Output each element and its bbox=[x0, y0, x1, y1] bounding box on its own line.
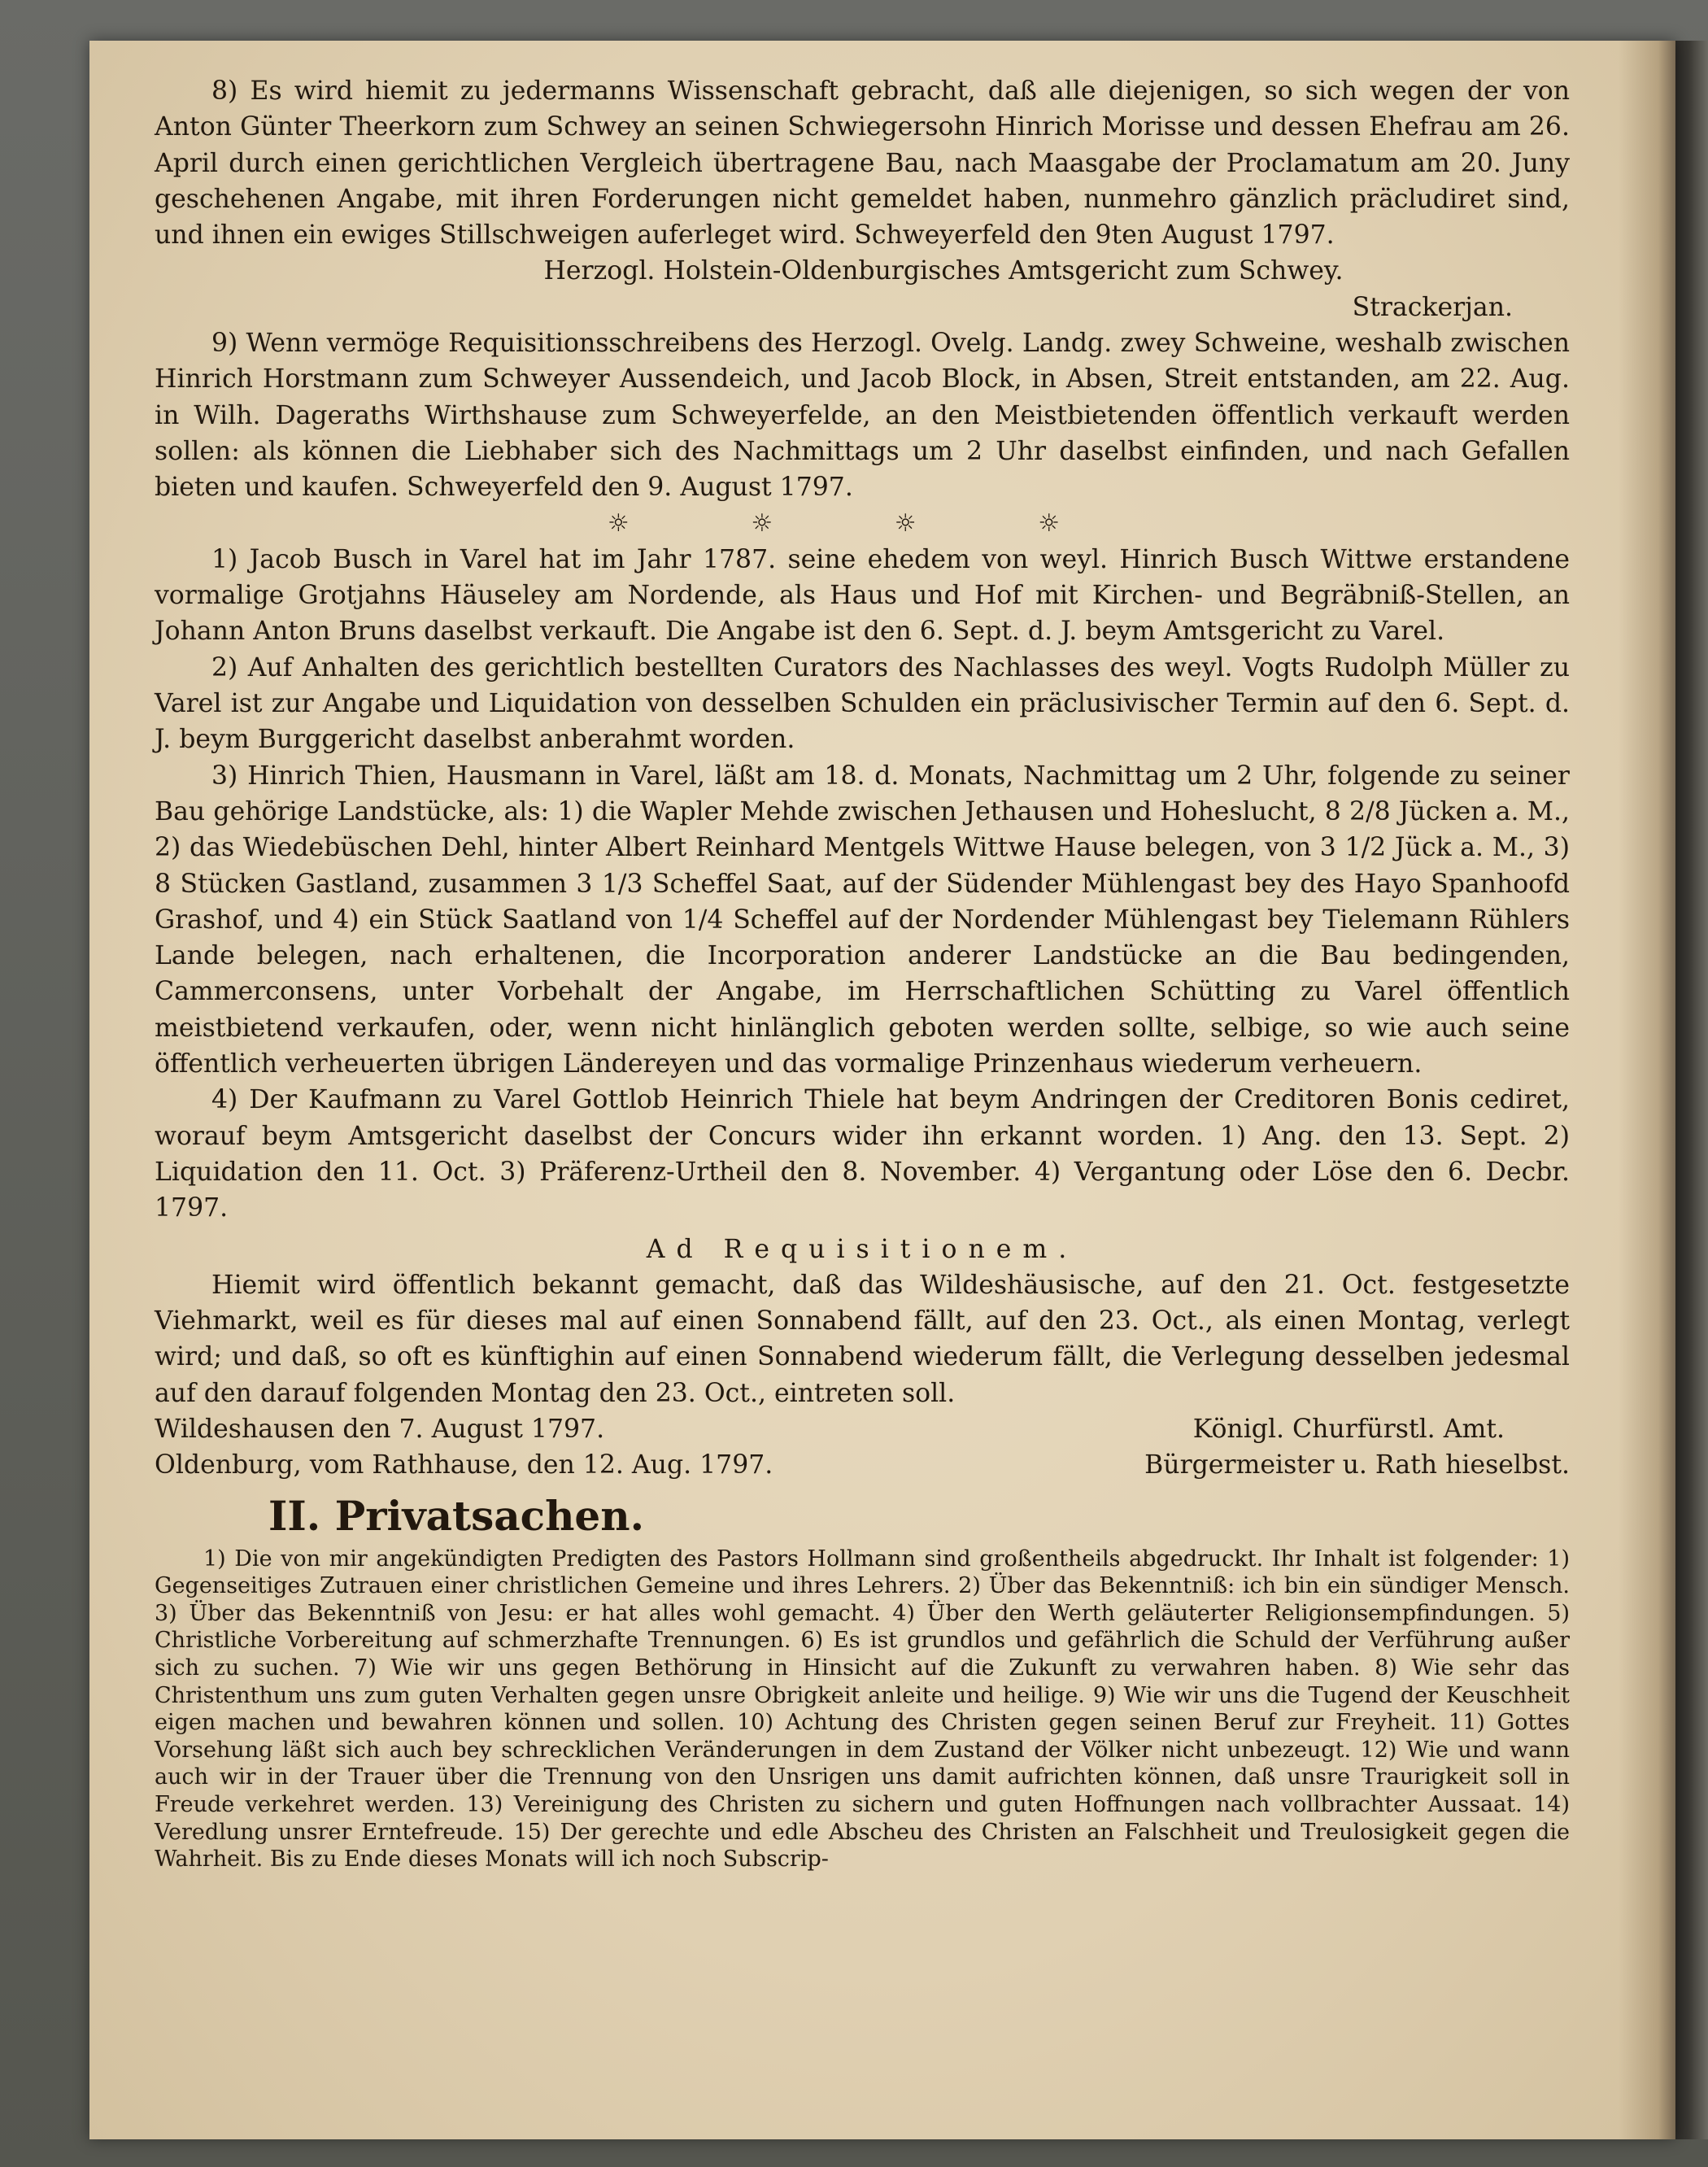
notice-8-signature: Strackerjan. bbox=[1352, 292, 1513, 322]
notice-9: 9) Wenn vermöge Requisitionsschreibens des Herzogl. Ovelg. Landg. zwey Schweine, weshalb zwischen Hinrich Horstmann zum Schweyer Aussendeich, und Jacob Block, in Absen, Streit entstanden, am 22. Aug. in Wilh. Dageraths Wirthshause zum Schweyerfelde, an den Meistbietenden öffentlich verkauft werden sollen: als können die Liebhaber sich des Nachmittags um 2 Uhr daselbst einfinden, und nach Gefallen bieten und kaufen. Schweyerfeld den 9. August 1797. bbox=[155, 329, 1570, 503]
requisition-heading: Ad Requisitionem. bbox=[646, 1234, 1078, 1264]
oldenburg-signature-line bbox=[155, 1447, 1570, 1483]
oldenburg-date: Oldenburg, vom Rathhause, den 12. Aug. 1797. bbox=[155, 1450, 773, 1480]
requisition-body: Hiemit wird öffentlich bekannt gemacht, daß das Wildeshäusische, auf den 21. Oct. festgesetzte Viehmarkt, weil es für dieses mal auf einen Sonnabend fällt, auf den 23. Oct., als einen Montag, verlegt wird; und daß, so oft es künftighin auf einen Sonnabend wiederum fällt, die Verlegung desselben jedesmal auf den darauf folgenden Montag den 23. Oct., eintreten soll. bbox=[155, 1270, 1570, 1408]
next-page-edge bbox=[1675, 41, 1708, 2139]
oldenburg-signed: Bürgermeister u. Rath hieselbst. bbox=[1144, 1450, 1570, 1480]
private-notice-1: 1) Die von mir angekündigten Predigten des Pastors Hollmann sind großentheils abgedruckt. Ihr Inhalt ist folgender: 1) Gegenseitiges Zutrauen einer christlichen Gemeine und ihres Lehrers. 2) Über das Bekenntniß: ich bin ein sündiger Mensch. 3) Über das Bekenntniß von Jesu: er hat alles wohl gemacht. 4) Über den Werth geläuterter Religionsempfindungen. 5) Christliche Vorbereitung auf schmerzhafte Trennungen. 6) Es ist grundlos und gefährlich die Schuld der Verführung außer sich zu suchen. 7) Wie wir uns gegen Bethörung in Hinsicht auf die Zukunft zu verwahren haben. 8) Wie sehr das Christenthum uns zum guten Verhalten gegen unsre Obrigkeit anleite und heilige. 9) Wie wir uns die Tugend der Keuschheit eigen machen und bewahren können und sollen. 10) Achtung des Christen gegen seinen Beruf zur Freyheit. 11) Gottes Vorsehung läßt sich auch bey schrecklichen Veränderungen in dem Zustand der Völker nicht unbezeugt. 12) Wie und wann auch wir in der Trauer über die Trennung von den Unsrigen uns damit aufrichten können, daß unsre Traurigkeit soll in Freude verkehret werden. 13) Vereinigung des Christen zu sichern und guten Hoffnungen nach vollbrachter Aussaat. 14) Veredlung unsrer Erntefreude. 15) Der gerechte und edle Abscheu des Christen an Falschheit und Treulosigkeit gegen die Wahrheit. Bis zu Ende dieses Monats will ich noch Subscrip- bbox=[155, 1546, 1570, 1873]
requisition-signature-line bbox=[155, 1411, 1570, 1447]
requisition-place-date: Wildeshausen den 7. August 1797. bbox=[155, 1414, 605, 1444]
notice-8-court: Herzogl. Holstein-Oldenburgisches Amtsgericht zum Schwey. bbox=[543, 256, 1344, 286]
requisition-authority: Königl. Churfürstl. Amt. bbox=[1192, 1414, 1505, 1444]
ornament-divider: ☼ ☼ ☼ ☼ bbox=[607, 508, 1118, 538]
varel-notice-1: 1) Jacob Busch in Varel hat im Jahr 1787. seine ehedem von weyl. Hinrich Busch Wittwe erstandene vormalige Grotjahns Häuseley am Nordende, als Haus und Hof mit Kirchen- und Begräbniß-Stellen, an Johann Anton Bruns daselbst verkauft. Die Angabe ist den 6. Sept. d. J. beym Amtsgericht zu Varel. bbox=[155, 544, 1570, 647]
varel-notice-2: 2) Auf Anhalten des gerichtlich bestellten Curators des Nachlasses des weyl. Vogts Rudolph Müller zu Varel ist zur Angabe und Liquidation von desselben Schulden ein präclusivischer Termin auf den 6. Sept. d. J. beym Burggericht daselbst anberahmt worden. bbox=[155, 652, 1570, 755]
section-title-privatsachen: II. Privatsachen. bbox=[268, 1491, 644, 1540]
page-gutter-shadow bbox=[1619, 41, 1675, 2139]
private-notices bbox=[155, 1546, 1570, 1873]
varel-notice-3: 3) Hinrich Thien, Hausmann in Varel, läßt am 18. d. Monats, Nachmittag um 2 Uhr, folgende zu seiner Bau gehörige Landstücke, als: 1) die Wapler Mehde zwischen Jethausen und Hoheslucht, 8 2/8 Jücken a. M., 2) das Wiedebüschen Dehl, hinter Albert Reinhard Mentgels Wittwe Hause belegen, von 3 1/2 Jück a. M., 3) 8 Stücken Gastland, zusammen 3 1/3 Scheffel Saat, auf der Südender Mühlengast bey des Hayo Spanhoofd Grashof, und 4) ein Stück Saatland von 1/4 Scheffel auf der Nordender Mühlengast bey Tielemann Rühlers Lande belegen, nach erhaltenen, die Incorporation anderer Landstücke an die Bau bedingenden, Cammerconsens, unter Vorbehalt der Angabe, im Herrschaftlichen Schütting zu Varel öffentlich meistbietend verkaufen, oder, wenn nicht hinlänglich geboten werden sollte, selbige, so wie auch seine öffentlich verheuerten übrigen Ländereyen und das vormalige Prinzenhaus wiederum verheuern. bbox=[155, 761, 1570, 1079]
varel-notice-4: 4) Der Kaufmann zu Varel Gottlob Heinrich Thiele hat beym Andringen der Creditoren Bonis cediret, worauf beym Amtsgericht daselbst der Concurs wider ihn erkannt worden. 1) Ang. den 13. Sept. 2) Liquidation den 11. Oct. 3) Präferenz-Urtheil den 8. November. 4) Vergantung oder Löse den 6. Decbr. 1797. bbox=[155, 1085, 1570, 1223]
notice-8: 8) Es wird hiemit zu jedermanns Wissenschaft gebracht, daß alle diejenigen, so sich wegen der von Anton Günter Theerkorn zum Schwey an seinen Schwiegersohn Hinrich Morisse und dessen Ehefrau am 26. April durch einen gerichtlichen Vergleich übertragene Bau, nach Maasgabe der Proclamatum am 20. Juny geschehenen Angabe, mit ihren Forderungen nicht gemeldet haben, nunmehro gänzlich präcludiret sind, und ihnen ein ewiges Stillschweigen auferleget wird. Schweyerfeld den 9ten August 1797. bbox=[155, 76, 1570, 251]
page-text bbox=[155, 73, 1570, 1873]
